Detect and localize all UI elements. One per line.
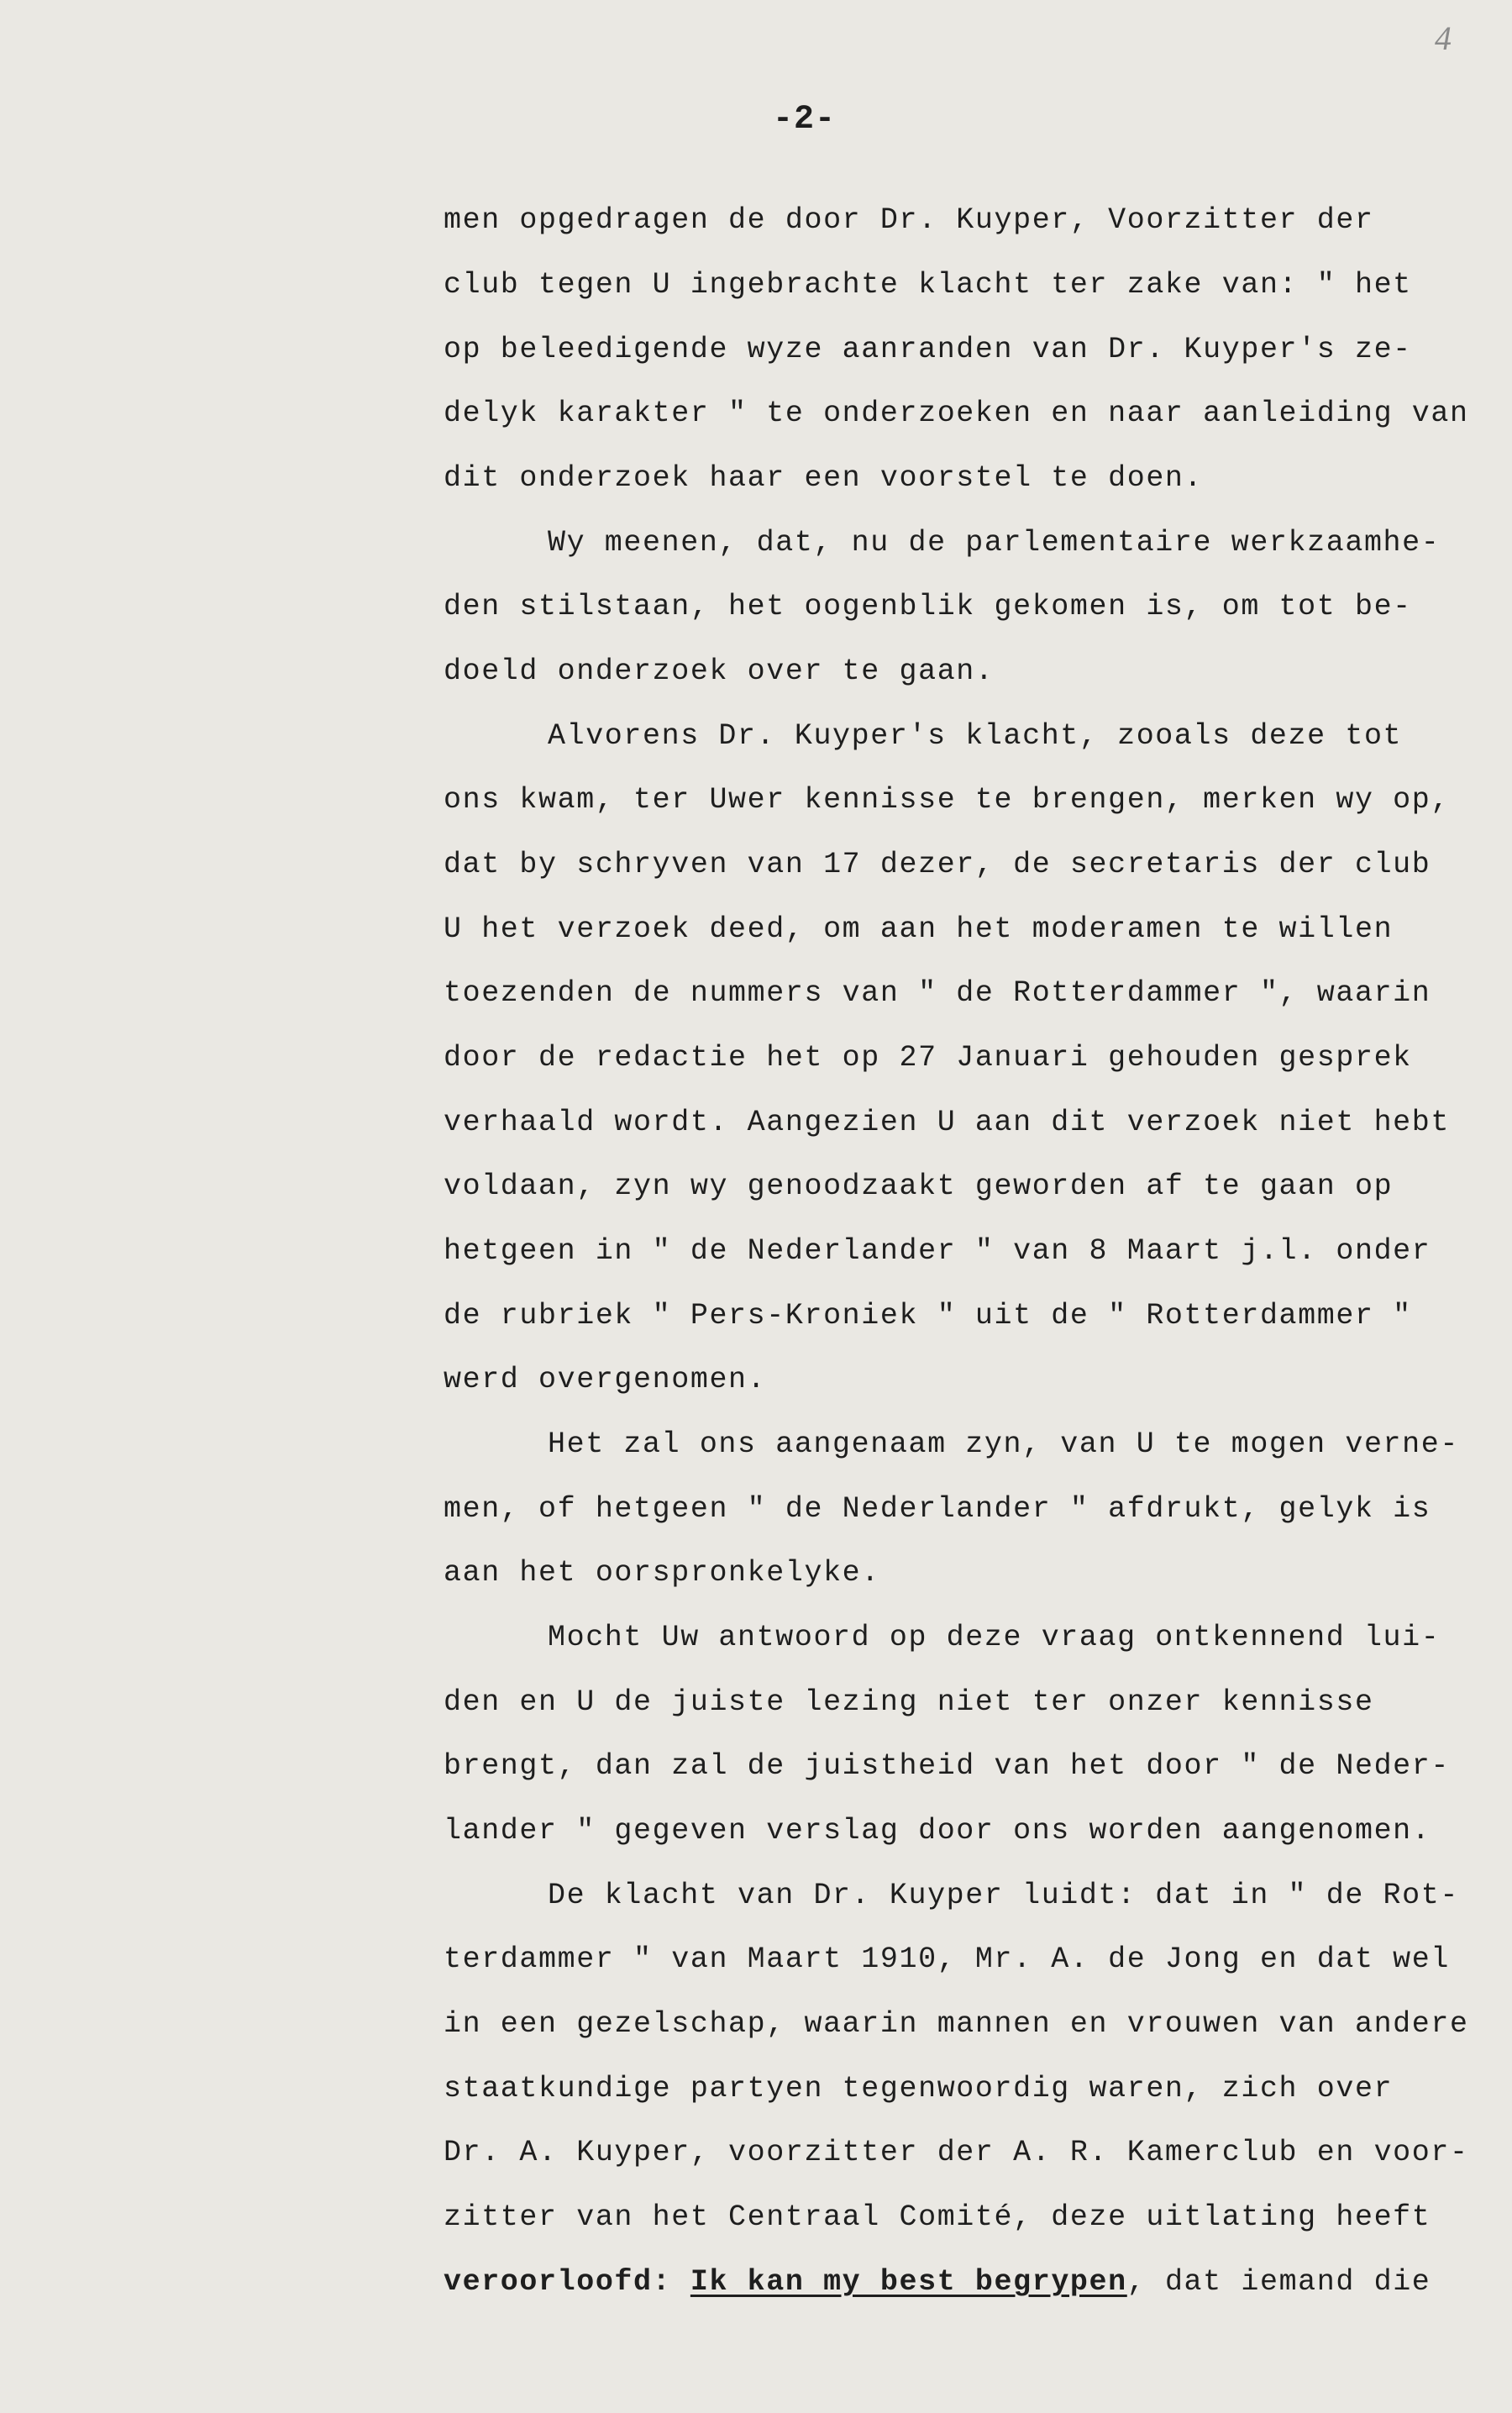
paragraph-first-line: Het zal ons aangenaam zyn, van U te mogen verne-: [548, 1427, 1459, 1461]
text-line: U het verzoek deed, om aan het moderamen te willen: [444, 912, 1394, 946]
text-line: brengt, dan zal de juistheid van het door " de Neder-: [444, 1749, 1450, 1783]
underlined-quote: Ik kan my best begrypen: [690, 2265, 1127, 2299]
page-number: -2-: [773, 101, 837, 139]
text-line: toezenden de nummers van " de Rotterdammer ", waarin: [444, 976, 1431, 1010]
text-line: men, of hetgeen " de Nederlander " afdrukt, gelyk is: [444, 1492, 1431, 1526]
handwritten-page-mark: 4: [1435, 19, 1452, 57]
text-line: den en U de juiste lezing niet ter onzer kennisse: [444, 1685, 1374, 1719]
text-line: ons kwam, ter Uwer kennisse te brengen, merken wy op,: [444, 783, 1450, 817]
text-line: delyk karakter " te onderzoeken en naar aanleiding van: [444, 397, 1469, 430]
paragraph-first-line: Alvorens Dr. Kuyper's klacht, zooals deze tot: [548, 719, 1403, 753]
text-line: hetgeen in " de Nederlander " van 8 Maart j.l. onder: [444, 1234, 1431, 1268]
text-line: lander " gegeven verslag door ons worden aangenomen.: [444, 1814, 1431, 1848]
text-line: club tegen U ingebrachte klacht ter zake van: " het: [444, 268, 1412, 302]
text-line: zitter van het Centraal Comité, deze uitlating heeft: [444, 2200, 1431, 2234]
text-line: Dr. A. Kuyper, voorzitter der A. R. Kamerclub en voor-: [444, 2136, 1469, 2169]
text-line: werd overgenomen.: [444, 1363, 767, 1396]
paragraph-first-line: Mocht Uw antwoord op deze vraag ontkennend lui-: [548, 1621, 1441, 1654]
text-span: veroorloofd:: [444, 2265, 690, 2299]
text-line: verhaald wordt. Aangezien U aan dit verzoek niet hebt: [444, 1106, 1450, 1139]
text-line: de rubriek " Pers-Kroniek " uit de " Rotterdammer ": [444, 1299, 1412, 1333]
text-line: den stilstaan, het oogenblik gekomen is, om tot be-: [444, 590, 1412, 623]
paragraph-first-line: Wy meenen, dat, nu de parlementaire werkzaamhe-: [548, 526, 1441, 560]
text-line-with-quote: [444, 2263, 1431, 2300]
text-line: dat by schryven van 17 dezer, de secretaris der club: [444, 848, 1431, 881]
text-line: terdammer " van Maart 1910, Mr. A. de Jong en dat wel: [444, 1942, 1450, 1976]
text-line: staatkundige partyen tegenwoordig waren, zich over: [444, 2072, 1394, 2105]
text-line: in een gezelschap, waarin mannen en vrouwen van andere: [444, 2007, 1469, 2041]
text-line: door de redactie het op 27 Januari gehouden gesprek: [444, 1041, 1412, 1075]
text-line: men opgedragen de door Dr. Kuyper, Voorzitter der: [444, 203, 1374, 237]
text-line: op beleedigende wyze aanranden van Dr. Kuyper's ze-: [444, 333, 1412, 366]
text-line: doeld onderzoek over te gaan.: [444, 655, 995, 688]
paragraph-first-line: De klacht van Dr. Kuyper luidt: dat in " de Rot-: [548, 1879, 1459, 1912]
text-line: voldaan, zyn wy genoodzaakt geworden af te gaan op: [444, 1170, 1394, 1203]
text-span: , dat iemand die: [1126, 2265, 1431, 2299]
text-line: dit onderzoek haar een voorstel te doen.: [444, 461, 1204, 495]
text-line: aan het oorspronkelyke.: [444, 1556, 880, 1590]
